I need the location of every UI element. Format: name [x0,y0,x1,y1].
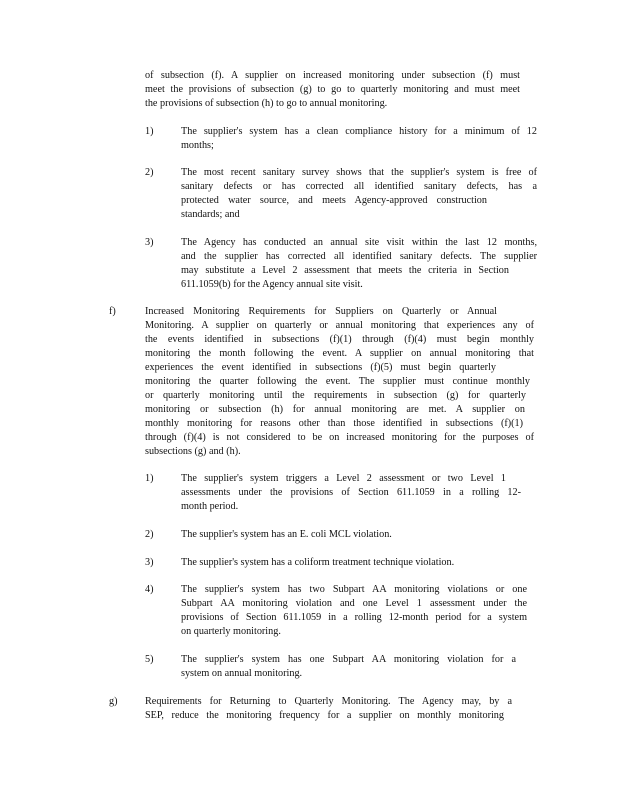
text-line: month period. [181,501,239,512]
text-line: of subsection (f). A supplier on increased monitoring under subsection (f) must [145,70,520,81]
section-label: f) [109,306,116,317]
text-line: Requirements for Returning to Quarterly Monitoring. The Agency may, by a [145,696,512,707]
text-line: assessments under the provisions of Section 611.1059 in a rolling 12- [181,487,521,498]
list-item [181,166,537,222]
list-item-number: 4) [145,584,154,595]
text-line: The supplier's system has a coliform treatment technique violation. [181,557,455,568]
text-line: monthly monitoring for reasons other than those identified in subsections (f)(1) [145,418,523,429]
text-line: monitoring or subsection (h) for annual monitoring are met. A supplier on [145,404,525,415]
text-line: and the supplier has corrected all identified sanitary defects. The supplier [181,251,537,262]
text-line: monitoring the quarter following the event. The supplier must continue monthly [145,376,530,387]
section-g-paragraph [145,695,512,723]
text-line: protected water source, and meets Agency-approved construction [181,195,487,206]
list-item [181,528,537,542]
text-line: sanitary defects or has corrected all identified sanitary defects, has a [181,181,537,192]
list-item-number: 3) [145,557,154,568]
text-line: the events identified in subsections (f)(1) through (f)(4) must begin monthly [145,334,534,345]
text-line: The supplier's system has a clean compliance history for a minimum of 12 [181,126,537,137]
text-line: provisions of Section 611.1059 in a rolling 12-month period for a system [181,612,527,623]
text-line: Monitoring. A supplier on quarterly or annual monitoring that experiences any of [145,320,534,331]
text-line: The most recent sanitary survey shows that the supplier's system is free of [181,167,537,178]
section-label: g) [109,696,118,707]
text-line: The Agency has conducted an annual site visit within the last 12 months, [181,237,537,248]
list-item [181,556,537,570]
text-line: 611.1059(b) for the Agency annual site visit. [181,279,363,290]
list-item [181,583,527,639]
text-line: on quarterly monitoring. [181,626,281,637]
text-line: system on annual monitoring. [181,668,303,679]
list-item [181,125,537,153]
text-line: through (f)(4) is not considered to be on increased monitoring for the purposes of [145,432,534,443]
list-item [181,472,521,514]
section-f-paragraph [145,305,534,459]
list-item-number: 5) [145,654,154,665]
text-line: The supplier's system has one Subpart AA monitoring violation for a [181,654,516,665]
text-line: months; [181,140,214,151]
text-line: Increased Monitoring Requirements for Suppliers on Quarterly or Annual [145,306,497,317]
list-item-number: 1) [145,126,154,137]
text-line: subsections (g) and (h). [145,446,241,457]
text-line: SEP, reduce the monitoring frequency for a supplier on monthly monitoring [145,710,504,721]
list-item [181,653,516,681]
text-line: meet the provisions of subsection (g) to go to quarterly monitoring and must meet [145,84,520,95]
list-item-number: 3) [145,237,154,248]
list-item-number: 2) [145,167,154,178]
list-item-number: 1) [145,473,154,484]
text-line: The supplier's system has an E. coli MCL violation. [181,529,392,540]
list-item [181,236,537,292]
list-item-number: 2) [145,529,154,540]
text-line: may substitute a Level 2 assessment that meets the criteria in Section [181,265,509,276]
text-line: The supplier's system has two Subpart AA monitoring violations or one [181,584,527,595]
text-line: The supplier's system triggers a Level 2 assessment or two Level 1 [181,473,506,484]
text-line: or quarterly monitoring until the requirements in subsection (g) for quarterly [145,390,526,401]
text-line: standards; and [181,209,240,220]
intro-paragraph [145,69,520,111]
text-line: Subpart AA monitoring violation and one Level 1 assessment under the [181,598,527,609]
text-line: experiences the event identified in subsections (f)(5) must begin quarterly [145,362,496,373]
text-line: the provisions of subsection (h) to go to annual monitoring. [145,98,388,109]
text-line: monitoring the month following the event. A supplier on annual monitoring that [145,348,534,359]
